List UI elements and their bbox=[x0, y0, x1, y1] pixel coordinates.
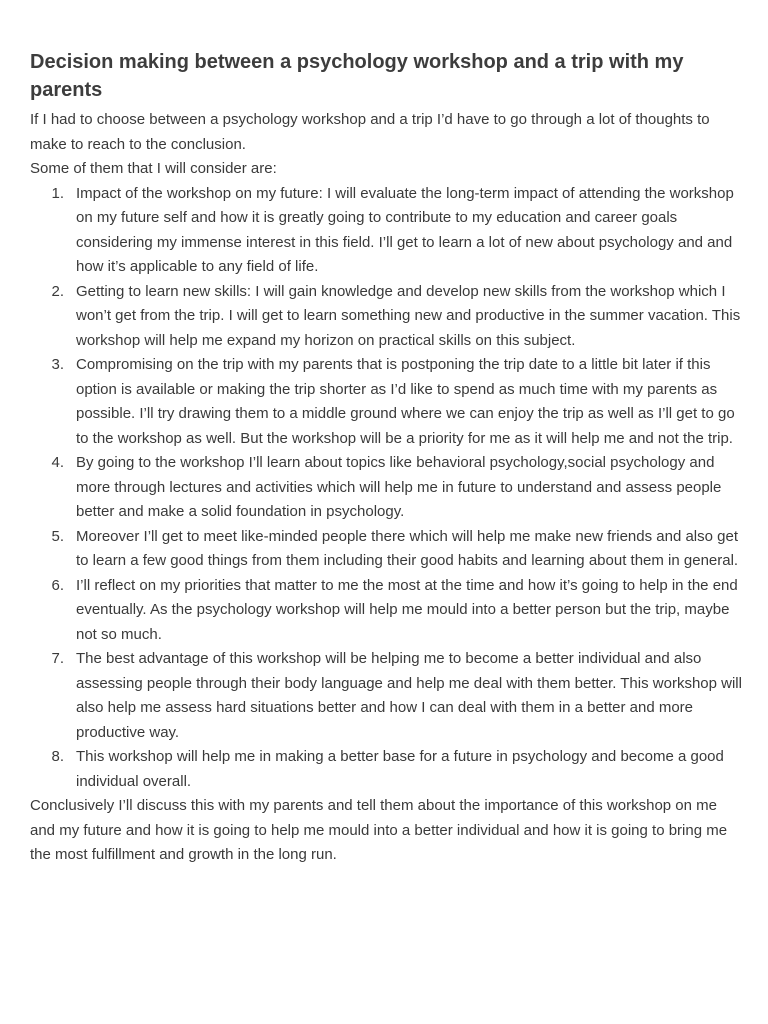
list-item bbox=[30, 353, 742, 451]
list-item-number: 8. bbox=[51, 748, 64, 765]
list-item-number: 5. bbox=[51, 527, 64, 545]
list-item-text: Getting to learn new skills: I will gain knowledge and develop new skills from the workshop which I won’t get from the trip. I will get to learn something new and productive in the summer vacation. This workshop will help me expand my horizon on practical skills on this subject. bbox=[76, 282, 741, 349]
list-item-text: Moreover I’ll get to meet like-minded people there which will help me make new friends and also get to learn a few good things from them including their good habits and learning about them in general. bbox=[76, 527, 739, 569]
considerations-list bbox=[30, 182, 742, 795]
list-item-text: Compromising on the trip with my parents that is postponing the trip date to a little bit later if this option is available or making the trip shorter as I’d like to spend as much time with my parents as possible. I’ll try drawing them to a middle ground where we can enjoy the trip as well as I’ll get to go to the workshop as well. But the workshop will be a priority for me as it will help me and not the trip. bbox=[76, 356, 735, 447]
list-item bbox=[30, 182, 742, 280]
list-item-text: This workshop will help me in making a better base for a future in psychology and become a good individual overall. bbox=[76, 748, 724, 790]
intro-paragraph: If I had to choose between a psychology workshop and a trip I’d have to go through a lot of thoughts to make to reach to the conclusion. bbox=[30, 111, 710, 153]
list-item bbox=[30, 745, 742, 794]
list-item-text: By going to the workshop I’ll learn about topics like behavioral psychology,social psychology and more through lectures and activities which will help me in future to understand and assess people better and make a solid foundation in psychology. bbox=[76, 454, 722, 520]
list-item bbox=[30, 647, 742, 745]
list-item bbox=[30, 451, 742, 525]
list-item-number: 3. bbox=[51, 356, 64, 373]
list-item-text: The best advantage of this workshop will be helping me to become a better individual and also assessing people through their body language and help me deal with them better. This workshop will also help me assess hard situations better and how I can deal with them in a better and more productive way. bbox=[76, 650, 742, 741]
conclusion-paragraph: Conclusively I’ll discuss this with my parents and tell them about the importance of this workshop on me and my future and how it is going to help me mould into a better individual and how it is going to bring me the most fulfillment and growth in the long run. bbox=[30, 797, 728, 863]
document bbox=[30, 48, 742, 868]
list-item bbox=[30, 574, 742, 648]
list-item bbox=[30, 280, 742, 354]
list-item-number: 2. bbox=[51, 282, 64, 300]
list-item-number: 1. bbox=[51, 184, 64, 202]
list-item-number: 6. bbox=[51, 576, 64, 594]
list-item-text: I’ll reflect on my priorities that matter to me the most at the time and how it’s going to help in the end eventually. As the psychology workshop will help me mould into a better person but the trip, maybe not so much. bbox=[76, 576, 738, 643]
list-item-text: Impact of the workshop on my future: I will evaluate the long-term impact of attending the workshop on my future self and how it is greatly going to contribute to my education and career goals considering my immense interest in this field. I’ll get to learn a lot of new about psychology and and how it’s applicable to any field of life. bbox=[76, 184, 734, 275]
list-item bbox=[30, 525, 742, 574]
lead-paragraph: Some of them that I will consider are: bbox=[30, 160, 277, 177]
document-title: Decision making between a psychology workshop and a trip with my parents bbox=[30, 51, 684, 101]
list-item-number: 7. bbox=[51, 650, 64, 667]
list-item-number: 4. bbox=[51, 454, 64, 471]
